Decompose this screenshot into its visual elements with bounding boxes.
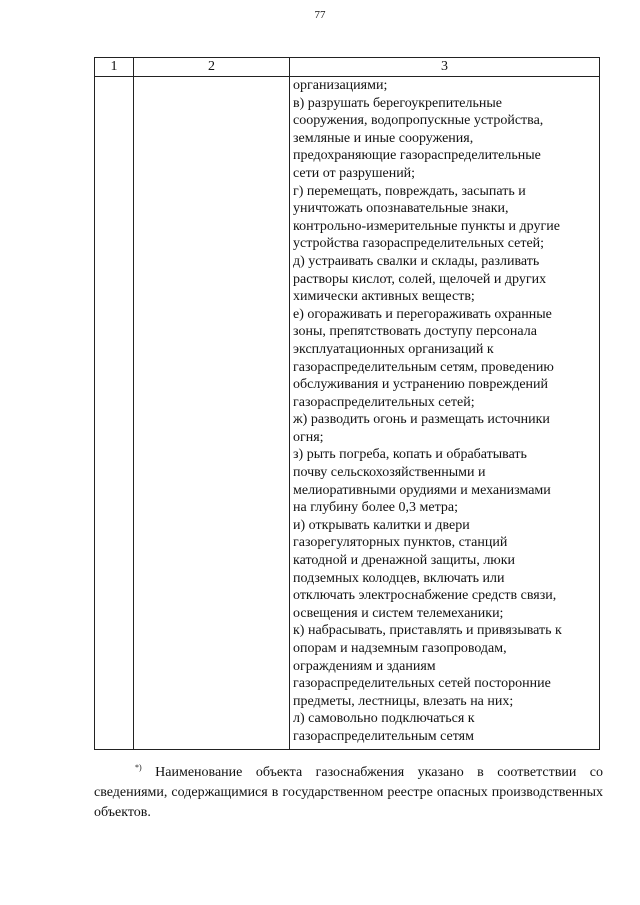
page-number: 77 bbox=[314, 9, 326, 21]
text-line: предохраняющие газораспределительные bbox=[293, 148, 541, 164]
text-line: огня; bbox=[293, 429, 324, 445]
text-line: в) разрушать берегоукрепительные bbox=[293, 95, 503, 111]
text-line: химически активных веществ; bbox=[293, 289, 475, 305]
text-line: газораспределительным сетям, проведению bbox=[293, 359, 554, 375]
cell-col2 bbox=[134, 77, 290, 750]
text-line: газораспределительных сетей посторонние bbox=[293, 676, 551, 692]
text-line: сети от разрушений; bbox=[293, 165, 416, 181]
text-line: уничтожать опознавательные знаки, bbox=[293, 201, 509, 217]
text-line: д) устраивать свалки и склады, разливать bbox=[293, 253, 540, 269]
text-line: мелиоративными орудиями и механизмами bbox=[293, 482, 551, 498]
cell-col3 bbox=[290, 77, 600, 750]
text-line: ж) разводить огонь и размещать источники bbox=[293, 412, 550, 428]
table-row bbox=[95, 77, 600, 750]
text-line: з) рыть погреба, копать и обрабатывать bbox=[293, 447, 527, 463]
column-header-1: 1 bbox=[95, 58, 134, 77]
text-line: г) перемещать, повреждать, засыпать и bbox=[293, 183, 526, 199]
text-line: газорегуляторных пунктов, станций bbox=[293, 535, 508, 551]
text-line: газораспределительным сетям bbox=[293, 728, 474, 744]
text-line: отключать электроснабжение средств связи, bbox=[293, 588, 557, 604]
text-line: на глубину более 0,3 метра; bbox=[293, 500, 458, 516]
text-line: организациями; bbox=[293, 78, 388, 93]
text-line: и) открывать калитки и двери bbox=[293, 517, 470, 533]
text-line: зоны, препятствовать доступу персонала bbox=[293, 324, 537, 340]
text-line: опорам и надземным газопроводам, bbox=[293, 641, 507, 656]
text-line: е) огораживать и перегораживать охранные bbox=[293, 306, 552, 322]
footnote bbox=[94, 758, 603, 823]
text-line: почву сельскохозяйственными и bbox=[293, 465, 486, 481]
text-line: устройства газораспределительных сетей; bbox=[293, 236, 545, 252]
column-header-2: 2 bbox=[134, 58, 290, 77]
text-line: л) самовольно подключаться к bbox=[293, 711, 475, 727]
text-line: обслуживания и устранению повреждений bbox=[293, 377, 549, 393]
column-header-3: 3 bbox=[290, 58, 600, 77]
text-line: контрольно-измерительные пункты и другие bbox=[293, 218, 560, 234]
text-line: катодной и дренажной защиты, люки bbox=[293, 553, 516, 569]
text-line: газораспределительных сетей; bbox=[293, 394, 475, 410]
text-line: освещения и систем телемеханики; bbox=[293, 605, 504, 621]
cell-col1 bbox=[95, 77, 134, 750]
footnote-text: Наименование объекта газоснабжения указано в соответствии со сведениями, содержащимися в государственном реестре опасных производственных объектов. bbox=[94, 765, 603, 820]
table-header-row bbox=[95, 58, 600, 77]
footnote-marker: *) bbox=[135, 763, 142, 772]
text-line: подземных колодцев, включать или bbox=[293, 570, 505, 586]
text-line: ограждениям и зданиям bbox=[293, 658, 436, 674]
text-line: сооружения, водопропускные устройства, bbox=[293, 113, 544, 129]
text-line: растворы кислот, солей, щелочей и других bbox=[293, 271, 547, 287]
text-line: земляные и иные сооружения, bbox=[293, 130, 474, 146]
text-line: предметы, лестницы, влезать на них; bbox=[293, 693, 514, 709]
document-table bbox=[94, 57, 600, 750]
text-line: к) набрасывать, приставлять и привязывать к bbox=[293, 623, 562, 639]
text-line: эксплуатационных организаций к bbox=[293, 341, 494, 357]
